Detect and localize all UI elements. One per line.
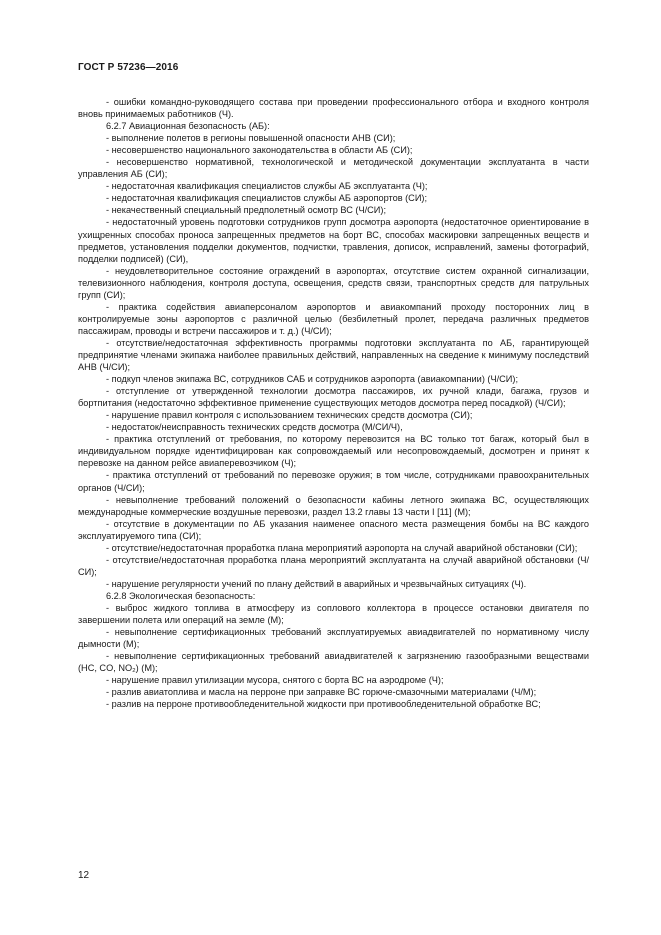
paragraph: - ошибки командно-руководящего состава при проведении профессионального отбора и входного контроля вновь принимаемых работников (Ч). — [78, 97, 589, 120]
paragraph: - отсутствие/недостаточная проработка плана мероприятий эксплуатанта на случай аварийной обстановки (Ч/СИ); — [78, 554, 589, 577]
section-heading: 6.2.8 Экологическая безопасность: — [106, 590, 256, 601]
paragraph: - недостаточная квалификация специалистов службы АБ аэропортов (СИ); — [106, 193, 428, 204]
page-number: 12 — [78, 870, 90, 881]
paragraph: - недостаточный уровень подготовки сотрудников групп досмотра аэропорта (недостаточное ориентирование в ухищренных способах проноса запрещенных предметов на борт ВС, способах маскировки запрещенных веществ и предметов, установления подделки документов, подчистки, травления, дописок, исправлений, замены фотографий, подделки подписей) (СИ), — [78, 217, 589, 264]
paragraph: - отсутствие/недостаточная эффективность программы подготовки эксплуатанта по АБ, гарантирующей предпринятие членами экипажа наиболее правильных действий, направленных на сведение к минимуму последствий АНВ (Ч/СИ); — [78, 337, 589, 373]
paragraph: - недостаток/неисправность технических средств досмотра (М/СИ/Ч), — [106, 422, 403, 433]
paragraph: - отступление от утвержденной технологии досмотра пассажиров, их ручной клади, багажа, грузов и бортпитания (недостаточно эффективное применение существующих методов досмотра перед посадкой) (Ч/СИ); — [78, 386, 589, 409]
paragraph: - разлив на перроне противообледенительной жидкости при противообледенительной обработке ВС; — [106, 699, 541, 710]
paragraph: - невыполнение сертификационных требований авиадвигателей к загрязнению газообразными веществами (HC, CO, NO₂) (М); — [78, 651, 589, 674]
document-header: ГОСТ Р 57236—2016 — [78, 62, 179, 73]
paragraph: - подкуп членов экипажа ВС, сотрудников САБ и сотрудников аэропорта (авиакомпании) (Ч/СИ); — [106, 374, 519, 385]
paragraph: - неудовлетворительное состояние ограждений в аэропортах, отсутствие систем охранной сигнализации, телевизионного наблюдения, контроля доступа, освещения, средств связи, транспортных средств для патрульных групп (СИ); — [78, 265, 589, 300]
paragraph: - отсутствие в документации по АБ указания наименее опасного места размещения бомбы на ВС каждого эксплуатируемого типа (СИ); — [78, 518, 589, 541]
paragraph: - нарушение правил утилизации мусора, снятого с борта ВС на аэродроме (Ч); — [106, 675, 444, 686]
paragraph: - выброс жидкого топлива в атмосферу из соплового коллектора в процессе остановки двигателя по завершении полета или операций на земле (М); — [78, 602, 589, 626]
paragraph: - практика содействия авиаперсоналом аэропортов и авиакомпаний проходу посторонних лиц в контролируемые зоны аэропортов с различной целью (безбилетный пролет, передача различных предметов пассажирам, проводы и встречи пассажиров и т. д.) (Ч/СИ); — [78, 301, 589, 336]
paragraph: - практика отступлений от требования, по которому перевозится на ВС только тот багаж, который был в индивидуальном порядке идентифицирован как сопровождаемый или несопровождаемый, досмотрен и принят к перевозке на данном рейсе авиаперевозчиком (Ч); — [78, 434, 589, 469]
section-heading: 6.2.7 Авиационная безопасность (АБ): — [106, 121, 270, 132]
paragraph: - отсутствие/недостаточная проработка плана мероприятий аэропорта на случай аварийной обстановки (СИ); — [106, 542, 578, 553]
paragraph: - некачественный специальный предполетный осмотр ВС (Ч/СИ); — [106, 205, 387, 216]
paragraph: - невыполнение сертификационных требований эксплуатируемых авиадвигателей по нормативному числу дымности (М); — [78, 627, 589, 650]
paragraph: - несовершенство нормативной, технологической и методической документации эксплуатанта в части управления АБ (СИ); — [78, 157, 589, 180]
paragraph: - недостаточная квалификация специалистов службы АБ эксплуатанта (Ч); — [106, 181, 428, 192]
paragraph: - нарушение правил контроля с использованием технических средств досмотра (СИ); — [106, 410, 473, 421]
paragraph: - нарушение регулярности учений по плану действий в аварийных и чрезвычайных ситуациях (Ч). — [106, 578, 527, 589]
paragraph: - невыполнение требований положений о безопасности кабины летного экипажа ВС, осуществляющих международные коммерческие воздушные перевозки, раздел 13.2 главы 13 части I [11] (М); — [78, 494, 589, 517]
paragraph: - практика отступлений от требований по перевозке оружия; в том числе, сотрудниками правоохранительных органов (Ч/СИ); — [78, 470, 589, 493]
paragraph: - разлив авиатоплива и масла на перроне при заправке ВС горюче-смазочными материалами (Ч/М); — [106, 687, 537, 698]
paragraph: - выполнение полетов в регионы повышенной опасности АНВ (СИ); — [106, 133, 396, 144]
document-body — [78, 96, 589, 710]
paragraph: - несовершенство национального законодательства в области АБ (СИ); — [106, 145, 413, 156]
